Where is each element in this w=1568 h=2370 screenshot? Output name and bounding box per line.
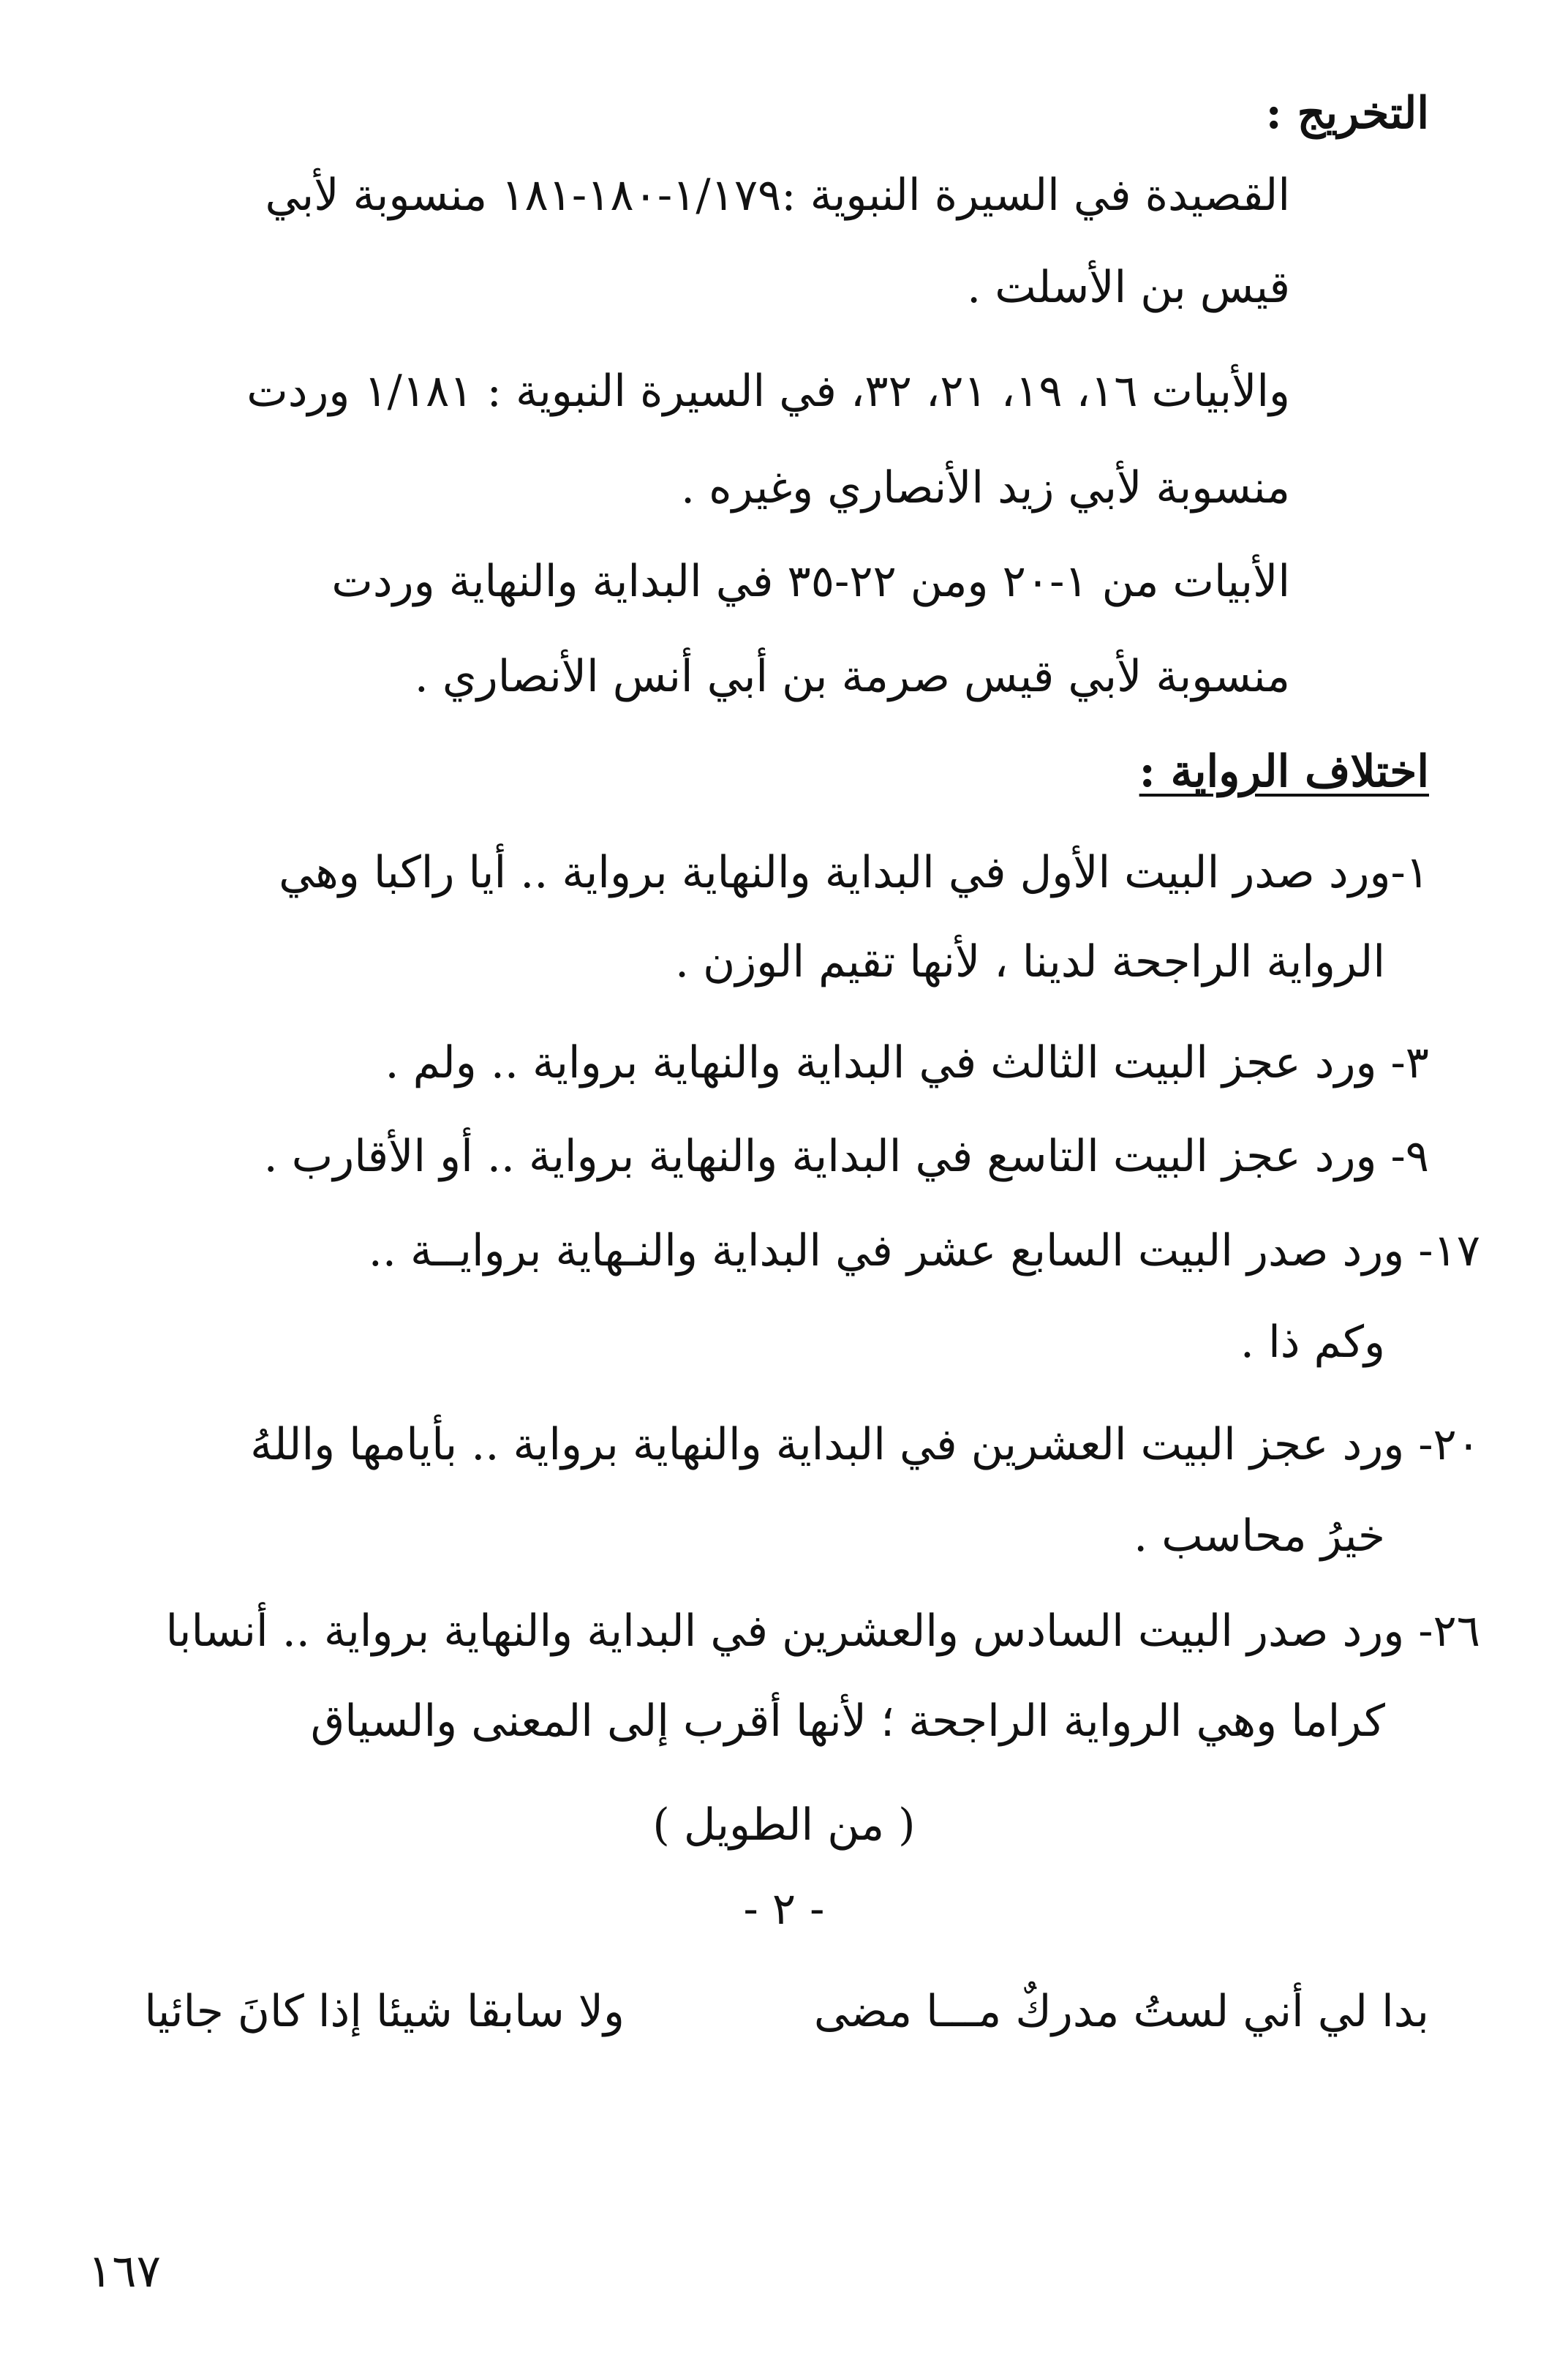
riwaya-line: ٩- ورد عجز البيت التاسع في البداية والنهاية برواية .. أو الأقارب . <box>263 1131 1429 1182</box>
riwaya-line: ٢٠- ورد عجز البيت العشرين في البداية والنهاية برواية .. بأيامها واللهُ <box>250 1419 1480 1470</box>
takhrij-line: منسوبة لأبي زيد الأنصاري وغيره . <box>681 462 1290 514</box>
page-number: ١٦٧ <box>88 2244 161 2298</box>
riwaya-line: ٢٦- ورد صدر البيت السادس والعشرين في البداية والنهاية برواية .. أنسابا <box>165 1606 1480 1657</box>
riwaya-line: كراما وهي الرواية الراجحة ؛ لأنها أقرب إلى المعنى والسياق <box>310 1696 1385 1747</box>
riwaya-line: الرواية الراجحة لدينا ، لأنها تقيم الوزن . <box>674 936 1385 988</box>
riwaya-line: وكم ذا . <box>1240 1317 1385 1368</box>
meter-label: ( من الطويل ) <box>652 1799 916 1851</box>
riwaya-line: خيرُ محاسب . <box>1134 1511 1385 1562</box>
verse-hemistich-right: بدا لي أني لستُ مدركٌ مـــا مضى <box>813 1986 1429 2037</box>
takhrij-line: منسوبة لأبي قيس صرمة بن أبي أنس الأنصاري . <box>414 651 1290 702</box>
riwaya-line: ٣- ورد عجز البيت الثالث في البداية والنهاية برواية .. ولم . <box>385 1037 1429 1088</box>
takhrij-line: القصيدة في السيرة النبوية :١/١٧٩-١٨٠-١٨١ منسوبة لأبي <box>265 170 1290 221</box>
verse-hemistich-left: ولا سابقا شيئا إذا كانَ جائيا <box>144 1986 625 2037</box>
takhrij-line: والأبيات ١٦، ١٩، ٢١، ٣٢، في السيرة النبوية : ١/١٨١ وردت <box>246 366 1290 417</box>
takhrij-line: قيس بن الأسلت . <box>967 262 1290 313</box>
takhrij-heading: التخريج : <box>1265 88 1429 139</box>
riwaya-line: ١-ورد صدر البيت الأول في البداية والنهاية برواية .. أيا راكبا وهي <box>279 847 1429 898</box>
riwaya-line: ١٧- ورد صدر البيت السابع عشر في البداية والنـهاية بروايــة .. <box>368 1225 1480 1276</box>
riwaya-heading: اختلاف الرواية : <box>1139 746 1429 797</box>
takhrij-line: الأبيات من ١-٢٠ ومن ٢٢-٣٥ في البداية والنهاية وردت <box>331 556 1290 607</box>
poem-number: - ٢ - <box>743 1884 825 1935</box>
